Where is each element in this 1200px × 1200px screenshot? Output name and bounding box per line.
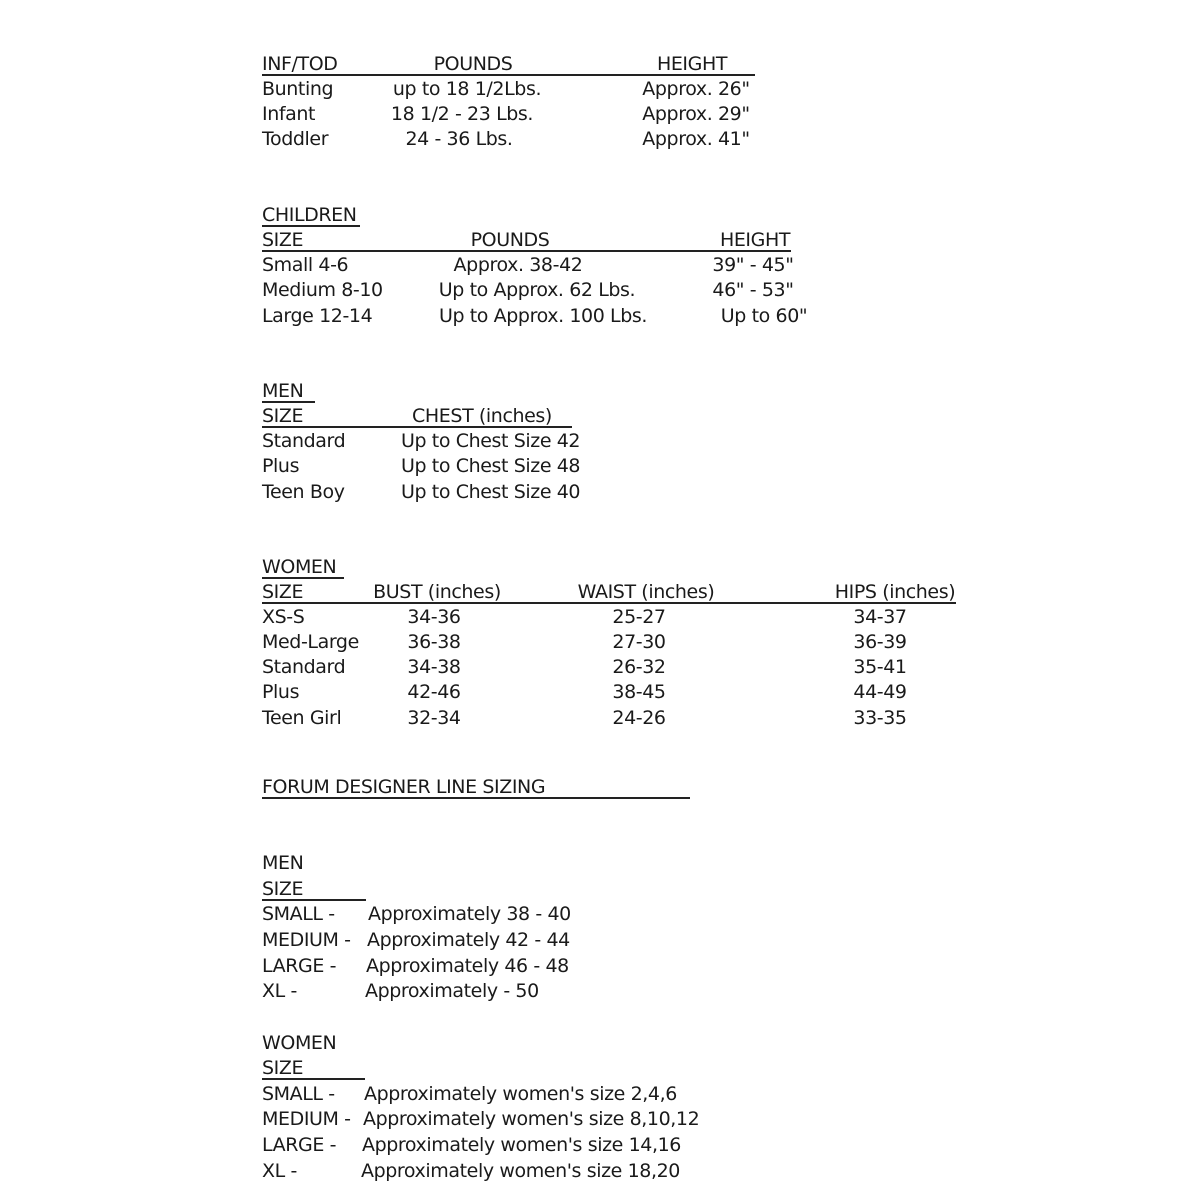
women-row-bust: 34-38 (407, 656, 461, 678)
women-row-size: Teen Girl (262, 707, 342, 729)
children-header-pounds: POUNDS (470, 229, 550, 251)
women-row-hips: 33-35 (853, 707, 907, 729)
children-row-size: Medium 8-10 (262, 279, 383, 301)
men-row-chest: Up to Chest Size 40 (401, 481, 581, 503)
women-row-bust: 32-34 (407, 707, 461, 729)
inf-tod-header-label: INF/TOD (262, 53, 338, 75)
women-title-rule (262, 577, 344, 579)
women-row-bust: 36-38 (407, 631, 461, 653)
men-row-size: Plus (262, 455, 300, 477)
forum-men-row-value: Approximately 38 - 40 (368, 903, 571, 925)
women-row-waist: 25-27 (612, 606, 666, 628)
forum-men-size-label: SIZE (262, 878, 304, 900)
forum-men-row-value: Approximately 46 - 48 (366, 955, 569, 977)
forum-women-row-size: SMALL - (262, 1083, 335, 1105)
children-row-height: 39" - 45" (712, 254, 794, 276)
men-row-chest: Up to Chest Size 42 (401, 430, 581, 452)
forum-women-row-value: Approximately women's size 2,4,6 (364, 1083, 677, 1105)
forum-men-title: MEN (262, 852, 304, 874)
children-row-pounds: Up to Approx. 62 Lbs. (438, 279, 636, 301)
inf-tod-row-height: Approx. 41" (642, 128, 750, 150)
inf-tod-header-rule (262, 74, 755, 76)
inf-tod-header-pounds: POUNDS (433, 53, 513, 75)
women-header-rule (262, 602, 956, 604)
inf-tod-row-height: Approx. 26" (642, 78, 750, 100)
children-row-height: 46" - 53" (712, 279, 794, 301)
women-row-size: XS-S (262, 606, 305, 628)
women-title: WOMEN (262, 556, 337, 578)
inf-tod-header-height: HEIGHT (656, 53, 728, 75)
women-header-waist: WAIST (inches) (577, 581, 715, 603)
forum-women-row-size: MEDIUM - (262, 1108, 351, 1130)
children-row-height: Up to 60" (720, 305, 808, 327)
forum-men-row-value: Approximately - 50 (365, 980, 539, 1002)
forum-women-row-value: Approximately women's size 14,16 (362, 1134, 681, 1156)
women-row-bust: 34-36 (407, 606, 461, 628)
forum-title: FORUM DESIGNER LINE SIZING (262, 776, 546, 798)
women-row-hips: 35-41 (853, 656, 907, 678)
children-header-height: HEIGHT (719, 229, 791, 251)
inf-tod-row-size: Bunting (262, 78, 334, 100)
women-row-hips: 34-37 (853, 606, 907, 628)
inf-tod-row-pounds: 24 - 36 Lbs. (405, 128, 513, 150)
forum-women-row-size: LARGE - (262, 1134, 337, 1156)
forum-women-title: WOMEN (262, 1032, 337, 1054)
forum-women-row-size: XL - (262, 1160, 297, 1182)
forum-men-row-size: XL - (262, 980, 297, 1002)
inf-tod-row-size: Infant (262, 103, 316, 125)
children-header-size: SIZE (262, 229, 304, 251)
forum-women-row-value: Approximately women's size 18,20 (361, 1160, 680, 1182)
forum-women-size-rule (262, 1078, 365, 1080)
forum-men-row-size: LARGE - (262, 955, 337, 977)
women-row-hips: 36-39 (853, 631, 907, 653)
women-header-bust: BUST (inches) (373, 581, 501, 603)
women-row-size: Plus (262, 681, 300, 703)
men-title: MEN (262, 380, 304, 402)
children-row-size: Small 4-6 (262, 254, 349, 276)
women-row-waist: 27-30 (612, 631, 666, 653)
forum-men-row-size: SMALL - (262, 903, 335, 925)
women-row-waist: 26-32 (612, 656, 666, 678)
women-row-size: Standard (262, 656, 346, 678)
forum-men-row-value: Approximately 42 - 44 (367, 929, 570, 951)
children-row-pounds: Up to Approx. 100 Lbs. (438, 305, 648, 327)
women-header-size: SIZE (262, 581, 304, 603)
women-header-hips: HIPS (inches) (834, 581, 956, 603)
women-row-waist: 38-45 (612, 681, 666, 703)
women-row-bust: 42-46 (407, 681, 461, 703)
men-header-size: SIZE (262, 405, 304, 427)
children-header-rule (262, 250, 791, 252)
men-row-size: Standard (262, 430, 346, 452)
forum-men-row-size: MEDIUM - (262, 929, 351, 951)
men-row-size: Teen Boy (262, 481, 345, 503)
men-title-rule (262, 401, 315, 403)
men-header-chest: CHEST (inches) (412, 405, 552, 427)
forum-title-rule (262, 797, 690, 799)
children-title-rule (262, 225, 360, 227)
women-row-size: Med-Large (262, 631, 359, 653)
children-row-size: Large 12-14 (262, 305, 373, 327)
inf-tod-row-height: Approx. 29" (642, 103, 750, 125)
men-row-chest: Up to Chest Size 48 (401, 455, 581, 477)
forum-women-size-label: SIZE (262, 1057, 304, 1079)
inf-tod-row-pounds: 18 1/2 - 23 Lbs. (390, 103, 534, 125)
children-row-pounds: Approx. 38-42 (453, 254, 583, 276)
inf-tod-row-pounds: up to 18 1/2Lbs. (392, 78, 542, 100)
children-title: CHILDREN (262, 204, 357, 226)
women-row-waist: 24-26 (612, 707, 666, 729)
inf-tod-row-size: Toddler (262, 128, 329, 150)
forum-men-size-rule (262, 899, 366, 901)
men-header-rule (262, 426, 572, 428)
forum-women-row-value: Approximately women's size 8,10,12 (363, 1108, 700, 1130)
women-row-hips: 44-49 (853, 681, 907, 703)
